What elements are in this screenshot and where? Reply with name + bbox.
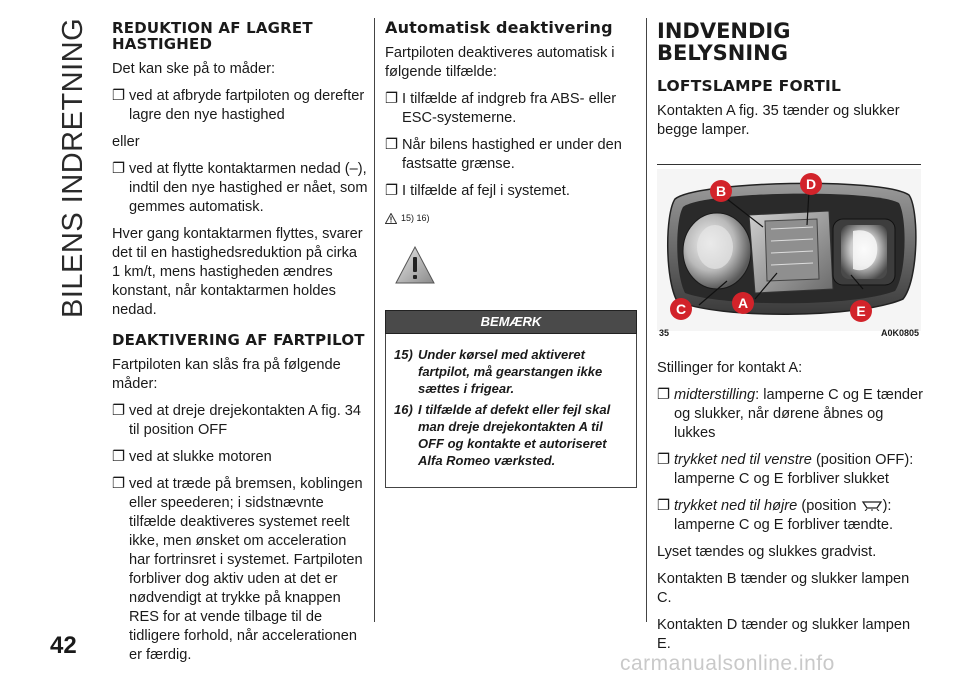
note-title-bar: BEMÆRK [385, 310, 637, 334]
list-item-text: I tilfælde af indgreb fra ABS- eller ESC-systemerne. [402, 91, 617, 126]
callout-E-label: E [856, 303, 866, 319]
column-divider-1 [374, 18, 375, 622]
bullet-icon: ❐ [112, 449, 126, 465]
note-item [394, 346, 628, 397]
list-item-text: ved at træde på bremsen, koblingen eller speederen; i sidstnævnte tilfælde deaktiveres systemet reelt ikke, men ønsket om acceleration har fortrinsret i systemet. Fartpiloten forbliver dog aktiv uden at det er nødvendigt at trykke på knappen RES for at vende tilbage til de tidligere forhold, når accelerationen er færdig. [129, 476, 363, 663]
paragraph: Kontakten B tænder og slukker lampen C. [657, 571, 910, 606]
bullet-icon: ❐ [385, 91, 399, 107]
paragraph: Fartpiloten kan slås fra på følgende måder: [112, 357, 341, 392]
bullet-icon: ❐ [657, 498, 671, 514]
list-item-text: (position [797, 498, 861, 514]
list-item [112, 448, 368, 467]
paragraph: eller [112, 134, 140, 150]
heading-reduce-speed: REDUKTION AF LAGRET HASTIGHED [112, 19, 313, 53]
figure-35 [657, 164, 921, 345]
callout-C-label: C [675, 301, 687, 317]
callout-A-label: A [737, 295, 749, 311]
list-item [112, 475, 368, 665]
door-lamp-icon [861, 499, 883, 511]
paragraph: Kontakten A fig. 35 tænder og slukker begge lamper. [657, 103, 900, 138]
bullet-icon: ❐ [657, 452, 671, 468]
callout-B [710, 180, 732, 202]
bullet-icon: ❐ [112, 476, 126, 492]
note-box [385, 334, 637, 488]
callout-E [850, 300, 872, 322]
side-title-text: BILENS INDRETNING [57, 17, 89, 318]
list-item-text: ): lamperne C og E forbliver tændte. [674, 498, 894, 533]
list-item-text: (position OFF): lamperne C og E forbliver slukket [674, 452, 914, 487]
note-item [394, 401, 628, 469]
note-text: Under kørsel med aktiveret fartpilot, må gearstangen ikke sættes i frigear. [418, 347, 603, 396]
list-item [657, 451, 925, 489]
column-divider-2 [646, 18, 647, 622]
list-item-italic: trykket ned til højre [674, 498, 798, 514]
column-1 [112, 20, 368, 673]
list-item-text: ved at afbryde fartpiloten og derefter lagre den nye hastighed [129, 88, 365, 123]
bullet-icon: ❐ [112, 403, 126, 419]
list-item [657, 386, 925, 443]
list-item-text: ved at dreje drejekontakten A fig. 34 til position OFF [129, 403, 362, 438]
paragraph: Kontakten D tænder og slukker lampen E. [657, 617, 911, 652]
heading-interior-lighting: INDVENDIG BELYSNING [657, 19, 791, 65]
list-item [112, 87, 368, 125]
note-number: 15) [394, 347, 413, 362]
list-item-italic: midterstilling [674, 387, 756, 403]
heading-deactivation: DEAKTIVERING AF FARTPILOT [112, 331, 365, 349]
callout-D [800, 173, 822, 195]
side-title [50, 18, 90, 348]
heading-auto-deactivation: Automatisk deaktivering [385, 18, 613, 37]
callout-B-label: B [715, 183, 727, 199]
bullet-icon: ❐ [385, 183, 399, 199]
warning-triangle-icon [395, 246, 435, 284]
list-item-italic: trykket ned til venstre [674, 452, 812, 468]
heading-front-roof-lamp: LOFTSLAMPE FORTIL [657, 77, 842, 95]
list-item [657, 497, 925, 535]
paragraph: Stillinger for kontakt A: [657, 360, 803, 376]
list-item-text: ved at slukke motoren [129, 449, 272, 465]
column-3 [657, 20, 925, 662]
list-item-text: ved at flytte kontaktarmen nedad (–), indtil den nye hastighed er nået, som gemmes automatisk. [129, 161, 368, 215]
bullet-icon: ❐ [657, 387, 671, 403]
callout-D-label: D [805, 176, 817, 192]
warning-icon-area [385, 246, 637, 310]
roof-lamp-illustration [657, 169, 921, 331]
list-item-text: Når bilens hastighed er under den fastsatte grænse. [402, 137, 622, 172]
page-number: 42 [50, 632, 77, 659]
list-item [112, 402, 368, 440]
list-item-text: I tilfælde af fejl i systemet. [402, 183, 570, 199]
bullet-icon: ❐ [112, 88, 126, 104]
small-warning-icon [385, 213, 397, 224]
list-item [385, 136, 637, 174]
paragraph: Fartpiloten deaktiveres automatisk i følgende tilfælde: [385, 45, 615, 80]
column-2 [385, 20, 637, 488]
paragraph: Lyset tændes og slukkes gradvist. [657, 544, 877, 560]
paragraph: Hver gang kontaktarmen flyttes, svarer det til en hastighedsreduktion på cirka 1 km/t, mens hastigheden ændres konstant, når kontaktarmen holdes nedad. [112, 226, 363, 318]
reference-numbers: 15) 16) [401, 213, 430, 223]
callout-A [732, 292, 754, 314]
note-references [385, 209, 637, 228]
figure-code: A0K0805 [880, 328, 919, 338]
figure-number: 35 [659, 328, 670, 338]
callout-C [670, 298, 692, 320]
list-item [385, 90, 637, 128]
list-item [112, 160, 368, 217]
paragraph: Det kan ske på to måder: [112, 61, 276, 77]
bullet-icon: ❐ [112, 161, 126, 177]
list-item-text: : lamperne C og E tænder og slukker, når dørene åbnes og lukkes [674, 387, 924, 441]
list-item [385, 182, 637, 201]
note-text: I tilfælde af defekt eller fejl skal man dreje drejekontakten A til OFF og kontakte et autoriseret Alfa Romeo værksted. [418, 402, 611, 468]
bullet-icon: ❐ [385, 137, 399, 153]
note-number: 16) [394, 402, 413, 417]
watermark: carmanualsonline.info [620, 652, 835, 675]
